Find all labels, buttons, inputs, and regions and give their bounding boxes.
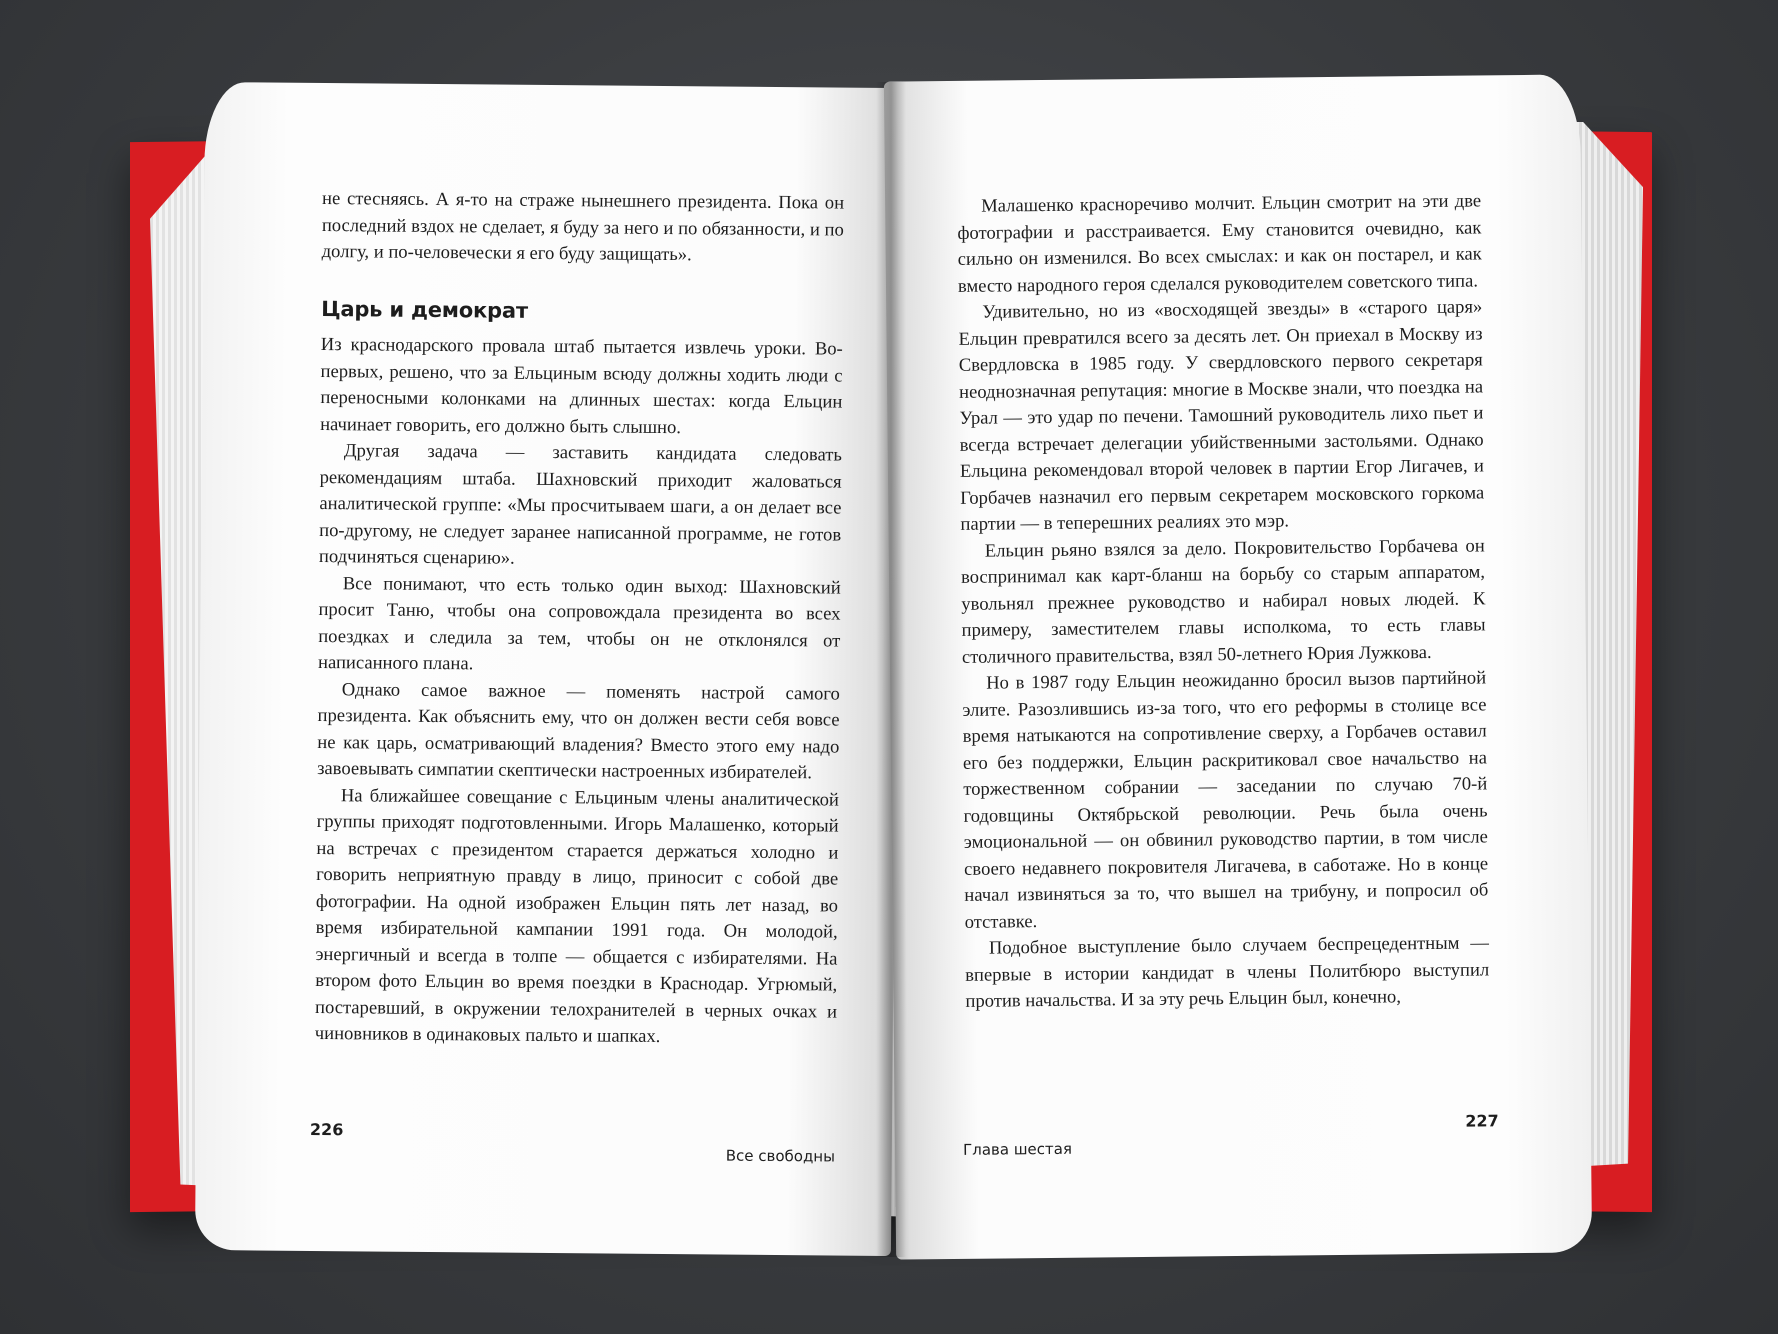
book-gutter-shadow — [876, 82, 906, 1257]
left-running-title: Все свободны — [725, 1146, 836, 1166]
left-paragraph-5: На ближайшее совещание с Ельциным члены аналитической группы приходят подготовленными. Игорь Малашенко, который на встречах с президентом старается держаться холодно и говорить неприятную правду в лицо, приносит с собой две фотографии. На одной изображен Ельцин пять лет назад, во время избирательной кампании 1991 года. Он молодой, энергичный и всегда в толпе — общается с избирателями. На втором фото Ельцин во время поездки в Краснодар. Угрюмый, постаревший, в окружении телохранителей в черных очках и чиновников в одинаковых пальто и шапках. — [314, 784, 839, 1047]
right-paragraph-0: Малашенко красноречиво молчит. Ельцин смотрит на эти две фотографии и расстраивается. Ему становится очевидно, как сильно он изменился. Во всех смыслах: и как он постарел, и как вместо народного героя сделался руководителем советского типа. — [957, 190, 1482, 297]
left-paragraph-1: Из краснодарского провала штаб пытается извлечь уроки. Во-первых, решено, что за Ельциным всюду должны ходить люди с переносными колонками на длинных шестах: когда Ельцин начинает говорить, его должно быть слышно. — [320, 334, 843, 438]
left-page — [195, 82, 901, 1256]
right-running-title: Глава шестая — [962, 1139, 1073, 1159]
right-page-number: 227 — [1465, 1111, 1499, 1131]
left-paragraph-3: Все понимают, что есть только один выход: Шахновский просит Таню, чтобы она сопровождала президента во всех поездках и следила за тем, чтобы он не отклонялся от написанного плана. — [317, 572, 841, 675]
left-page-number: 226 — [309, 1119, 344, 1140]
right-paragraph-2: Ельцин рьяно взялся за дело. Покровительство Горбачева он воспринимал как карт-бланш на борьбу со старым аппаратом, увольнял прежнее руководство и набирал новых людей. К примеру, заместителем главы исполкома, то есть главы столичного правительства, взял 50-летнего Юрия Лужкова. — [960, 534, 1486, 668]
right-paragraph-4: Подобное выступление было случаем беспрецедентным — впервые в истории кандидат в члены Политбюро выступил против начальства. И за эту речь Ельцин был, конечно, — [965, 932, 1490, 1012]
left-paragraph-0: не стесняясь. А я-то на страже нынешнего президента. Пока он последний вздох не сделает, я буду за него и по обязанности, и по долгу, и по-человечески я его буду защищать». — [321, 188, 845, 266]
right-paragraph-1: Удивительно, но из «восходящей звезды» в «старого царя» Ельцин превратился всего за десять лет. Он приехал в Москву из Свердловска в 1985 году. У свердловского первого секретаря неоднозначная репутация: многие в Москве знали, что поездка на Урал — это удар по печени. Тамошний руководитель лихо пьет и всегда встречает делегации убийственными застольями. Однако Ельцина рекомендовал второй человек в партии Егор Лигачев, и Горбачев назначил его первым секретарем московского горкома партии — в теперешних реалиях это мэр. — [958, 296, 1485, 535]
right-page — [884, 74, 1592, 1259]
right-page-text — [957, 188, 1490, 1015]
left-page-text — [315, 186, 844, 1052]
section-heading: Царь и демократ — [321, 296, 528, 323]
left-paragraph-2: Другая задача — заставить кандидата следовать рекомендациям штаба. Шахновский приходит жаловаться аналитической группе: «Мы просчитываем шаги, а он делает все по-другому, не следует заранее написанной программе, не готов подчиняться сценарию». — [318, 440, 842, 569]
right-paragraph-3: Но в 1987 году Ельцин неожиданно бросил вызов партийной элите. Разозлившись из-за того, что его реформы в столице все время натыкаются на сопротивление сверху, а Горбачев оставил его без поддержки, Ельцин раскритиковал свое начальство на торжественном собрании — заседании по случаю 70-й годовщины Октябрьской революции. Речь была очень эмоциональной — он обвинил руководство партии, в том числе своего недавнего покровителя Лигачева, в саботаже. Но в конце начал извиняться за то, что вышел на трибуну, и попросил об отставке. — [962, 667, 1489, 933]
left-paragraph-4: Однако самое важное — поменять настрой самого президента. Как объяснить ему, что он должен вести себя вовсе не как царь, осматривающий владения? Вместо этого ему надо завоевывать симпатии скептически настроенных избирателей. — [317, 678, 840, 784]
